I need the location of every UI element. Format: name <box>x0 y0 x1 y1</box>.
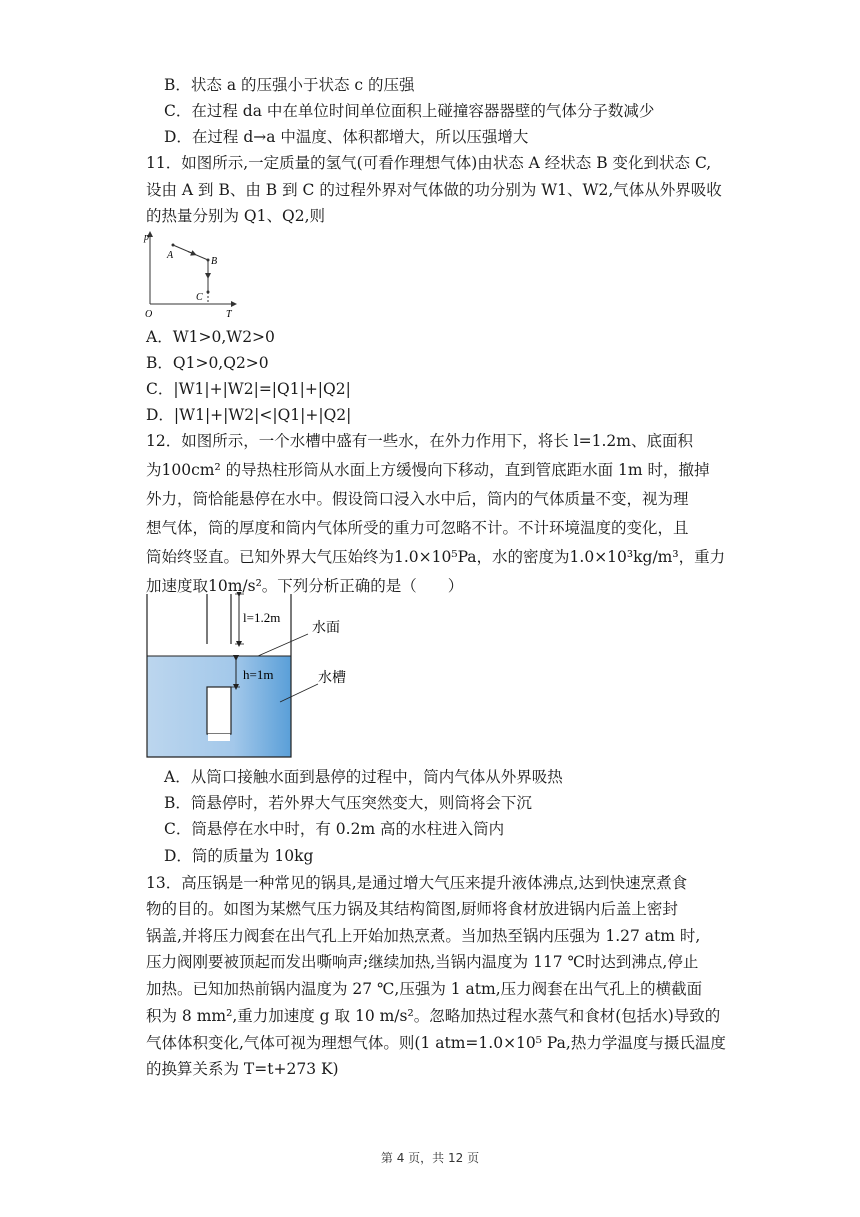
q11-option-c: C．|W1|+|W2|=|Q1|+|Q2| <box>146 380 351 398</box>
q12-water-tank-figure <box>140 592 362 762</box>
t-axis-label: T <box>226 309 232 320</box>
q12-option-c: C．筒悬停在水中时，有 0.2m 高的水柱进入筒内 <box>164 820 505 838</box>
q13-stem-line3: 锅盖,并将压力阀套在出气孔上开始加热烹煮。当加热至锅内压强为 1.27 atm 时, <box>146 927 701 945</box>
q13-stem-line5: 加热。已知加热前锅内温度为 27 ℃,压强为 1 atm,压力阀套在出气孔上的横截面 <box>146 980 703 998</box>
q13-stem-line2: 物的目的。如图为某燃气压力锅及其结构简图,厨师将食材放进锅内后盖上密封 <box>146 900 678 918</box>
q13-stem-line8: 的换算关系为 T=t+273 K) <box>146 1060 339 1078</box>
state-b-label: B <box>211 256 218 267</box>
cylinder-above <box>207 594 231 644</box>
q11-option-d: D．|W1|+|W2|<|Q1|+|Q2| <box>146 406 352 424</box>
tank-label: 水槽 <box>318 671 346 686</box>
q11-option-a: A．W1>0,W2>0 <box>146 328 275 346</box>
q12-stem-line5: 筒始终竖直。已知外界大气压始终为1.0×10⁵Pa，水的密度为1.0×10³kg/m³，重力 <box>146 548 726 566</box>
q13-stem-line1: 13．高压锅是一种常见的锅具,是通过增大气压来提升液体沸点,达到快速烹煮食 <box>146 874 688 892</box>
water-surface-label: 水面 <box>312 621 340 636</box>
q11-stem-line3: 的热量分别为 Q1、Q2,则 <box>146 207 325 225</box>
q11-stem-line1: 11．如图所示,一定质量的氢气(可看作理想气体)由状态 A 经状态 B 变化到状态 C, <box>146 154 712 172</box>
q10-option-b: B．状态 a 的压强小于状态 c 的压强 <box>164 76 415 94</box>
h-label: h=1m <box>243 667 274 682</box>
q11-stem-line2: 设由 A 到 B、由 B 到 C 的过程外界对气体做的功分别为 W1、W2,气体从外界吸收 <box>146 181 722 199</box>
q13-stem-line4: 压力阀刚要被顶起而发出嘶响声;继续加热,当锅内温度为 117 ℃时达到沸点,停止 <box>146 953 699 971</box>
origin-label: O <box>145 309 153 320</box>
q12-stem-line2: 为100cm² 的导热柱形筒从水面上方缓慢向下移动，直到管底距水面 1m 时，撤掉 <box>146 461 710 479</box>
q10-option-c: C．在过程 da 中在单位时间单位面积上碰撞容器器壁的气体分子数减少 <box>164 102 655 120</box>
q13-stem-line6: 积为 8 mm²,重力加速度 g 取 10 m/s²。忽略加热过程水蒸气和食材(包括水)导致的 <box>146 1007 721 1025</box>
q12-stem-line1: 12．如图所示，一个水槽中盛有一些水，在外力作用下，将长 l=1.2m、底面积 <box>146 432 693 450</box>
q11-option-b: B．Q1>0,Q2>0 <box>146 354 269 372</box>
page-footer: 第 4 页，共 12 页 <box>380 1151 480 1165</box>
p-axis-label: p <box>144 232 149 243</box>
q12-stem-line3: 外力，筒恰能悬停在水中。假设筒口浸入水中后，筒内的气体质量不变，视为理 <box>146 490 689 508</box>
q12-stem-line4: 想气体，筒的厚度和筒内气体所受的重力可忽略不计。不计环境温度的变化，且 <box>146 519 689 537</box>
q13-stem-line7: 气体体积变化,气体可视为理想气体。则(1 atm=1.0×10⁵ Pa,热力学温度与摄氏温度 <box>146 1034 726 1052</box>
state-c-label: C <box>196 292 203 303</box>
state-a-label: A <box>167 250 174 261</box>
l-label: l=1.2m <box>243 610 281 625</box>
q12-option-b: B．筒悬停时，若外界大气压突然变大，则筒将会下沉 <box>164 794 532 812</box>
q12-option-d: D．筒的质量为 10kg <box>164 847 314 865</box>
cylinder-submerged <box>207 687 231 734</box>
q10-option-d: D．在过程 d→a 中温度、体积都增大，所以压强增大 <box>164 128 529 146</box>
q12-stem-line6: 加速度取10m/s²。下列分析正确的是（ ） <box>146 577 464 595</box>
q11-pt-graph <box>140 228 245 320</box>
q12-option-a: A．从筒口接触水面到悬停的过程中，筒内气体从外界吸热 <box>164 768 563 786</box>
